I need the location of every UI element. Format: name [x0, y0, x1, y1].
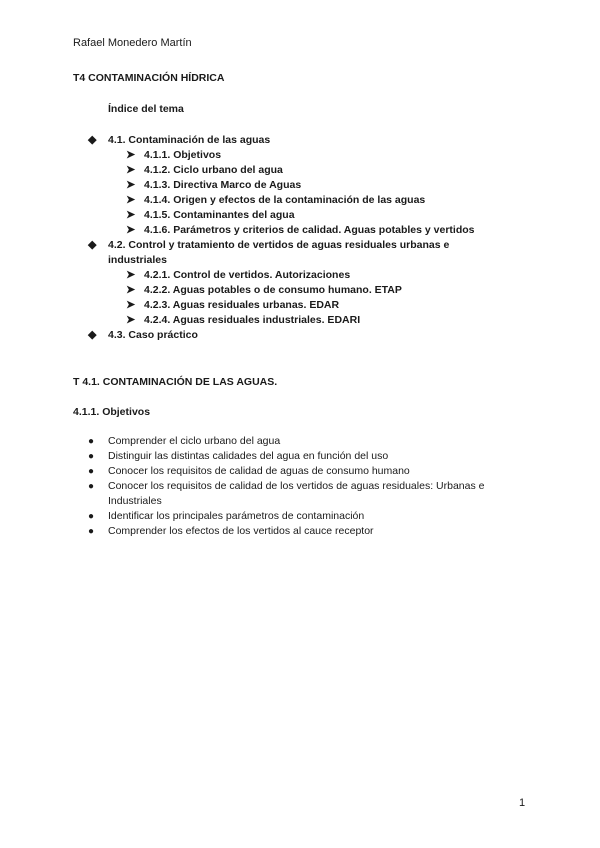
toc-item — [88, 328, 508, 343]
arrowhead-bullet-icon: ➤ — [126, 209, 136, 221]
list-item — [88, 434, 518, 449]
list-item — [88, 464, 518, 479]
toc-subitem-label: 4.2.4. Aguas residuales industriales. EDARI — [144, 314, 361, 326]
toc-subitem-label: 4.1.6. Parámetros y criterios de calidad. Aguas potables y vertidos — [144, 224, 475, 236]
objectives-list — [88, 434, 518, 539]
arrowhead-bullet-icon: ➤ — [126, 164, 136, 176]
toc-subitem — [88, 148, 508, 163]
toc-subitem-label: 4.1.1. Objetivos — [144, 149, 222, 161]
document-title: T4 CONTAMINACIÓN HÍDRICA — [73, 72, 225, 84]
toc-subitem-label: 4.1.5. Contaminantes del agua — [144, 209, 295, 221]
list-item-text: Comprender los efectos de los vertidos al cauce receptor — [108, 525, 374, 537]
toc-subitem — [88, 208, 508, 223]
toc-subitem — [88, 193, 508, 208]
section-heading: T 4.1. CONTAMINACIÓN DE LAS AGUAS. — [73, 376, 278, 388]
list-item — [88, 449, 518, 464]
list-item-text: Identificar los principales parámetros de contaminación — [108, 510, 365, 522]
round-bullet-icon: ● — [88, 451, 95, 462]
index-heading: Índice del tema — [108, 103, 184, 115]
list-item-text: Conocer los requisitos de calidad de los vertidos de aguas residuales: Urbanas e Industriales — [108, 480, 485, 507]
arrowhead-bullet-icon: ➤ — [126, 314, 136, 326]
toc-subitem-label: 4.1.3. Directiva Marco de Aguas — [144, 179, 302, 191]
round-bullet-icon: ● — [88, 466, 95, 477]
page-number: 1 — [519, 797, 526, 809]
toc-item-label: 4.1. Contaminación de las aguas — [108, 134, 271, 146]
toc-subitem-label: 4.2.3. Aguas residuales urbanas. EDAR — [144, 299, 340, 311]
arrowhead-bullet-icon: ➤ — [126, 269, 136, 281]
page-header-author: Rafael Monedero Martín — [73, 37, 192, 49]
arrowhead-bullet-icon: ➤ — [126, 179, 136, 191]
arrowhead-bullet-icon: ➤ — [126, 224, 136, 236]
toc-subitem — [88, 313, 508, 328]
toc-subitem — [88, 283, 508, 298]
list-item-text: Comprender el ciclo urbano del agua — [108, 435, 281, 447]
diamond-bullet-icon: ◆ — [88, 239, 97, 251]
toc-subitem — [88, 178, 508, 193]
diamond-bullet-icon: ◆ — [88, 329, 97, 341]
table-of-contents — [88, 133, 508, 343]
round-bullet-icon: ● — [88, 436, 95, 447]
toc-subitem-label: 4.1.4. Origen y efectos de la contaminación de las aguas — [144, 194, 426, 206]
toc-subitem-label: 4.2.1. Control de vertidos. Autorizaciones — [144, 269, 351, 281]
arrowhead-bullet-icon: ➤ — [126, 284, 136, 296]
toc-item-label: 4.3. Caso práctico — [108, 329, 198, 341]
toc-subitem-label: 4.2.2. Aguas potables o de consumo humano. ETAP — [144, 284, 402, 296]
subsection-heading: 4.1.1. Objetivos — [73, 406, 151, 418]
diamond-bullet-icon: ◆ — [88, 134, 97, 146]
round-bullet-icon: ● — [88, 481, 95, 492]
round-bullet-icon: ● — [88, 526, 95, 537]
list-item — [88, 509, 518, 524]
list-item — [88, 479, 518, 509]
toc-item — [88, 133, 508, 148]
arrowhead-bullet-icon: ➤ — [126, 299, 136, 311]
toc-subitem-label: 4.1.2. Ciclo urbano del agua — [144, 164, 283, 176]
toc-subitem — [88, 223, 508, 238]
arrowhead-bullet-icon: ➤ — [126, 149, 136, 161]
list-item — [88, 524, 518, 539]
round-bullet-icon: ● — [88, 511, 95, 522]
toc-subitem — [88, 298, 508, 313]
toc-subitem — [88, 268, 508, 283]
toc-item-label: 4.2. Control y tratamiento de vertidos de aguas residuales urbanas e industriales — [108, 239, 450, 266]
toc-item — [88, 238, 508, 268]
toc-subitem — [88, 163, 508, 178]
list-item-text: Distinguir las distintas calidades del agua en función del uso — [108, 450, 389, 462]
list-item-text: Conocer los requisitos de calidad de aguas de consumo humano — [108, 465, 410, 477]
arrowhead-bullet-icon: ➤ — [126, 194, 136, 206]
